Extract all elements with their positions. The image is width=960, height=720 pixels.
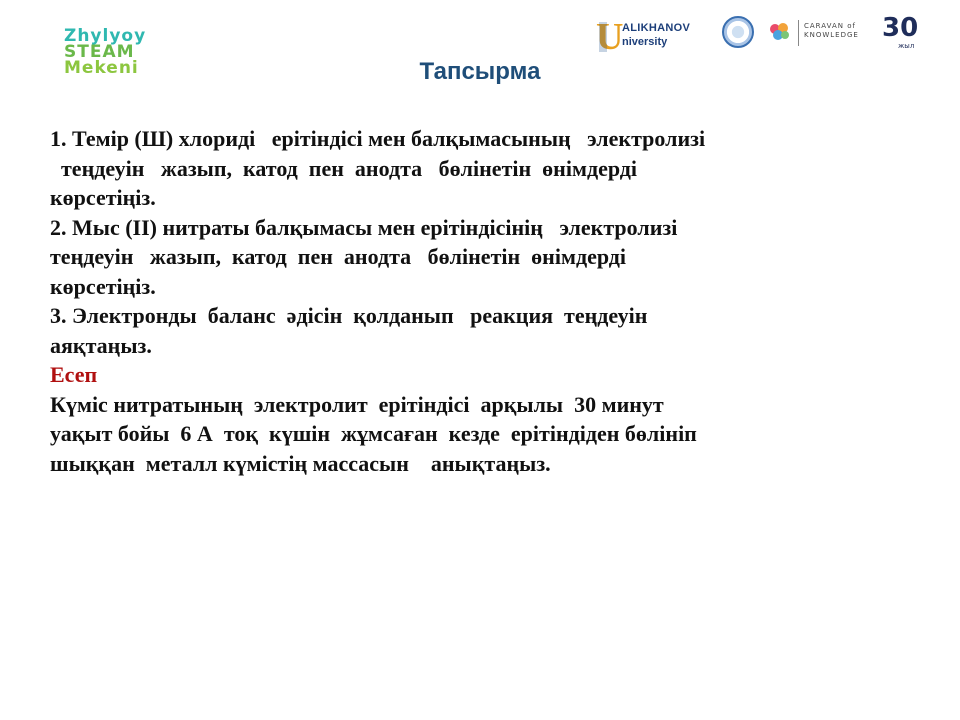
logo-line-2: STEAM [64, 42, 135, 62]
caravan-of-knowledge-logo [804, 22, 859, 40]
caravan-line-1: CARAVAN of [804, 22, 856, 30]
alikhanov-university-logo [596, 18, 708, 58]
anniversary-sub: жыл [898, 42, 915, 50]
logo-line-1: Zhylyoy [64, 26, 147, 46]
brain-icon [768, 22, 792, 42]
task-line: 3. Электронды баланс әдісін қолданып реакция теңдеуін [50, 303, 648, 328]
university-name-line-1: ALIKHANOV [622, 22, 691, 34]
university-name-line-2: niversity [622, 36, 668, 48]
task-line: аяқтаңыз. [50, 332, 152, 358]
logo-line-3: Mekeni [64, 58, 139, 78]
task-content [50, 124, 930, 478]
task-line: теңдеуін жазып, катод пен анодта бөлінетін өнімдерді [50, 244, 627, 269]
anniversary-number: 30 [882, 13, 919, 43]
problem-line: уақыт бойы 6 А тоқ күшін жұмсаған кезде ерітіндіден бөлініп [50, 421, 697, 446]
problem-line: Күміс нитратының электролит ерітіндісі арқылы 30 минут [50, 391, 664, 417]
logo-divider [798, 20, 799, 46]
university-initial: U [596, 16, 624, 58]
problem-heading: Есеп [50, 362, 98, 387]
page-title-text: Тапсырма [419, 58, 541, 85]
seal-emblem-icon [722, 16, 754, 48]
task-line: 2. Мыс (II) нитраты балқымасы мен ерітіндісінің электролизі [50, 214, 678, 240]
task-line: көрсетіңіз. [50, 185, 156, 210]
problem-line: шыққан металл күмістің массасын анықтаңыз. [50, 450, 551, 476]
task-line: теңдеуін жазып, катод пен анодта бөлінетін өнімдерді [50, 155, 638, 181]
caravan-line-2: KNOWLEDGE [804, 31, 859, 39]
task-line: 1. Темір (Ш) хлориді ерітіндісі мен балқымасының электролизі [50, 126, 706, 151]
page-title [0, 58, 960, 86]
task-line: көрсетіңіз. [50, 273, 156, 299]
